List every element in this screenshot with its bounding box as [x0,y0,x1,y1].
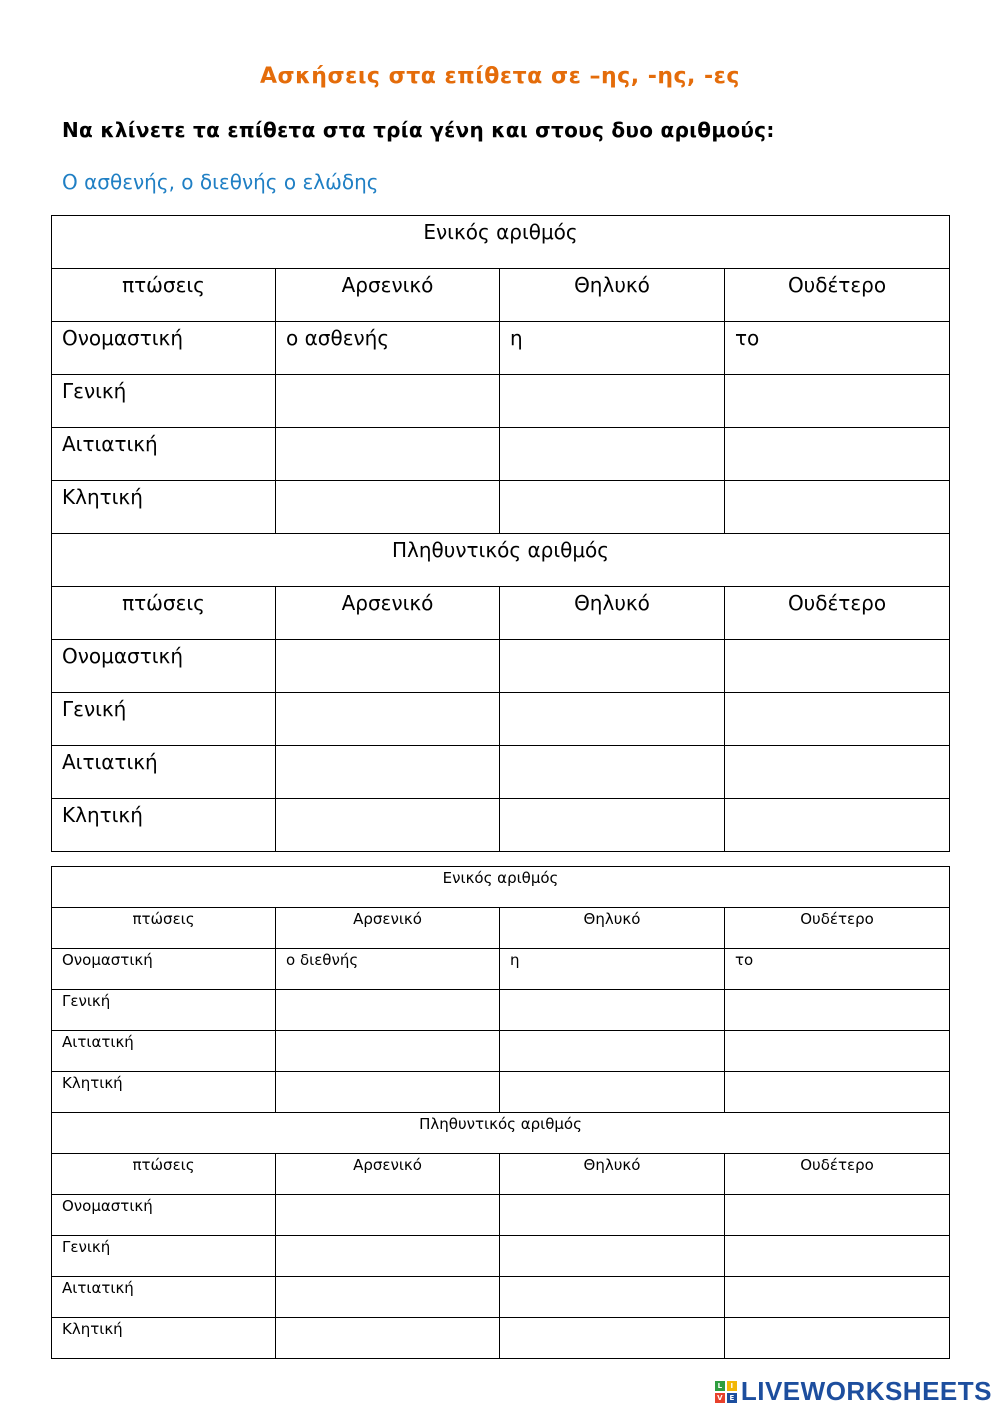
brand-mark-letter: E [727,1393,737,1403]
answer-cell[interactable] [500,1195,725,1236]
answer-cell[interactable] [276,1031,500,1072]
brand-mark-letter: I [727,1381,737,1391]
answer-cell[interactable] [725,481,950,534]
singular-header: Ενικός αριθμός [52,216,950,269]
column-header-neuter: Ουδέτερο [725,587,950,640]
case-label: Αιτιατική [52,428,276,481]
answer-cell[interactable] [725,1072,950,1113]
brand-mark-letter: L [715,1381,725,1391]
answer-cell[interactable] [725,1031,950,1072]
answer-cell[interactable] [500,990,725,1031]
answer-cell[interactable] [276,375,500,428]
case-label: Αιτιατική [52,746,276,799]
answer-cell[interactable] [276,1236,500,1277]
column-header-masculine: Αρσενικό [276,1154,500,1195]
answer-cell[interactable] [725,1318,950,1359]
case-label: Κλητική [52,1318,276,1359]
case-label: Ονομαστική [52,322,276,375]
column-header-cases: πτώσεις [52,908,276,949]
answer-cell[interactable] [500,481,725,534]
column-header-feminine: Θηλυκό [500,1154,725,1195]
answer-cell[interactable] [500,375,725,428]
answer-cell[interactable] [276,990,500,1031]
answer-cell[interactable]: το [725,949,950,990]
answer-cell[interactable]: η [500,322,725,375]
answer-cell[interactable] [500,428,725,481]
answer-cell[interactable] [276,428,500,481]
declension-table-1 [51,215,950,852]
column-header-masculine: Αρσενικό [276,908,500,949]
column-header-feminine: Θηλυκό [500,587,725,640]
case-label: Γενική [52,693,276,746]
answer-cell[interactable] [500,799,725,852]
column-header-cases: πτώσεις [52,269,276,322]
case-label: Κλητική [52,1072,276,1113]
answer-cell[interactable] [725,693,950,746]
case-label: Ονομαστική [52,949,276,990]
case-label: Κλητική [52,481,276,534]
case-label: Γενική [52,375,276,428]
answer-cell[interactable]: ο διεθνής [276,949,500,990]
answer-cell[interactable] [725,799,950,852]
answer-cell[interactable] [500,1236,725,1277]
case-label: Ονομαστική [52,1195,276,1236]
case-label: Γενική [52,1236,276,1277]
answer-cell[interactable] [725,1277,950,1318]
answer-cell[interactable] [500,693,725,746]
answer-cell[interactable] [500,1072,725,1113]
column-header-neuter: Ουδέτερο [725,1154,950,1195]
answer-cell[interactable] [276,1277,500,1318]
adjectives-line: Ο ασθενής, ο διεθνής ο ελώδης [62,170,379,194]
answer-cell[interactable] [276,640,500,693]
brand-mark-icon [715,1381,737,1403]
answer-cell[interactable]: το [725,322,950,375]
plural-header: Πληθυντικός αριθμός [52,1113,950,1154]
column-header-feminine: Θηλυκό [500,269,725,322]
column-header-neuter: Ουδέτερο [725,908,950,949]
case-label: Αιτιατική [52,1031,276,1072]
answer-cell[interactable]: ο ασθενής [276,322,500,375]
column-header-masculine: Αρσενικό [276,269,500,322]
answer-cell[interactable] [725,746,950,799]
answer-cell[interactable] [276,1195,500,1236]
brand-mark-letter: V [715,1393,725,1403]
answer-cell[interactable] [500,640,725,693]
case-label: Ονομαστική [52,640,276,693]
answer-cell[interactable] [500,1318,725,1359]
declension-table-2 [51,866,950,1359]
liveworksheets-logo [715,1376,992,1407]
instruction-text: Να κλίνετε τα επίθετα στα τρία γένη και στους δυο αριθμούς: [62,118,775,142]
brand-name: LIVEWORKSHEETS [740,1376,992,1406]
answer-cell[interactable] [500,1277,725,1318]
column-header-cases: πτώσεις [52,1154,276,1195]
answer-cell[interactable] [725,375,950,428]
case-label: Γενική [52,990,276,1031]
answer-cell[interactable] [500,1031,725,1072]
column-header-feminine: Θηλυκό [500,908,725,949]
column-header-cases: πτώσεις [52,587,276,640]
answer-cell[interactable]: η [500,949,725,990]
answer-cell[interactable] [500,746,725,799]
answer-cell[interactable] [276,481,500,534]
answer-cell[interactable] [276,799,500,852]
case-label: Κλητική [52,799,276,852]
answer-cell[interactable] [725,990,950,1031]
answer-cell[interactable] [725,428,950,481]
answer-cell[interactable] [276,1318,500,1359]
answer-cell[interactable] [725,640,950,693]
answer-cell[interactable] [276,693,500,746]
singular-header: Ενικός αριθμός [52,867,950,908]
case-label: Αιτιατική [52,1277,276,1318]
column-header-neuter: Ουδέτερο [725,269,950,322]
answer-cell[interactable] [276,746,500,799]
column-header-masculine: Αρσενικό [276,587,500,640]
plural-header: Πληθυντικός αριθμός [52,534,950,587]
page-title: Ασκήσεις στα επίθετα σε –ης, -ης, -ες [260,64,740,89]
answer-cell[interactable] [725,1236,950,1277]
answer-cell[interactable] [725,1195,950,1236]
answer-cell[interactable] [276,1072,500,1113]
